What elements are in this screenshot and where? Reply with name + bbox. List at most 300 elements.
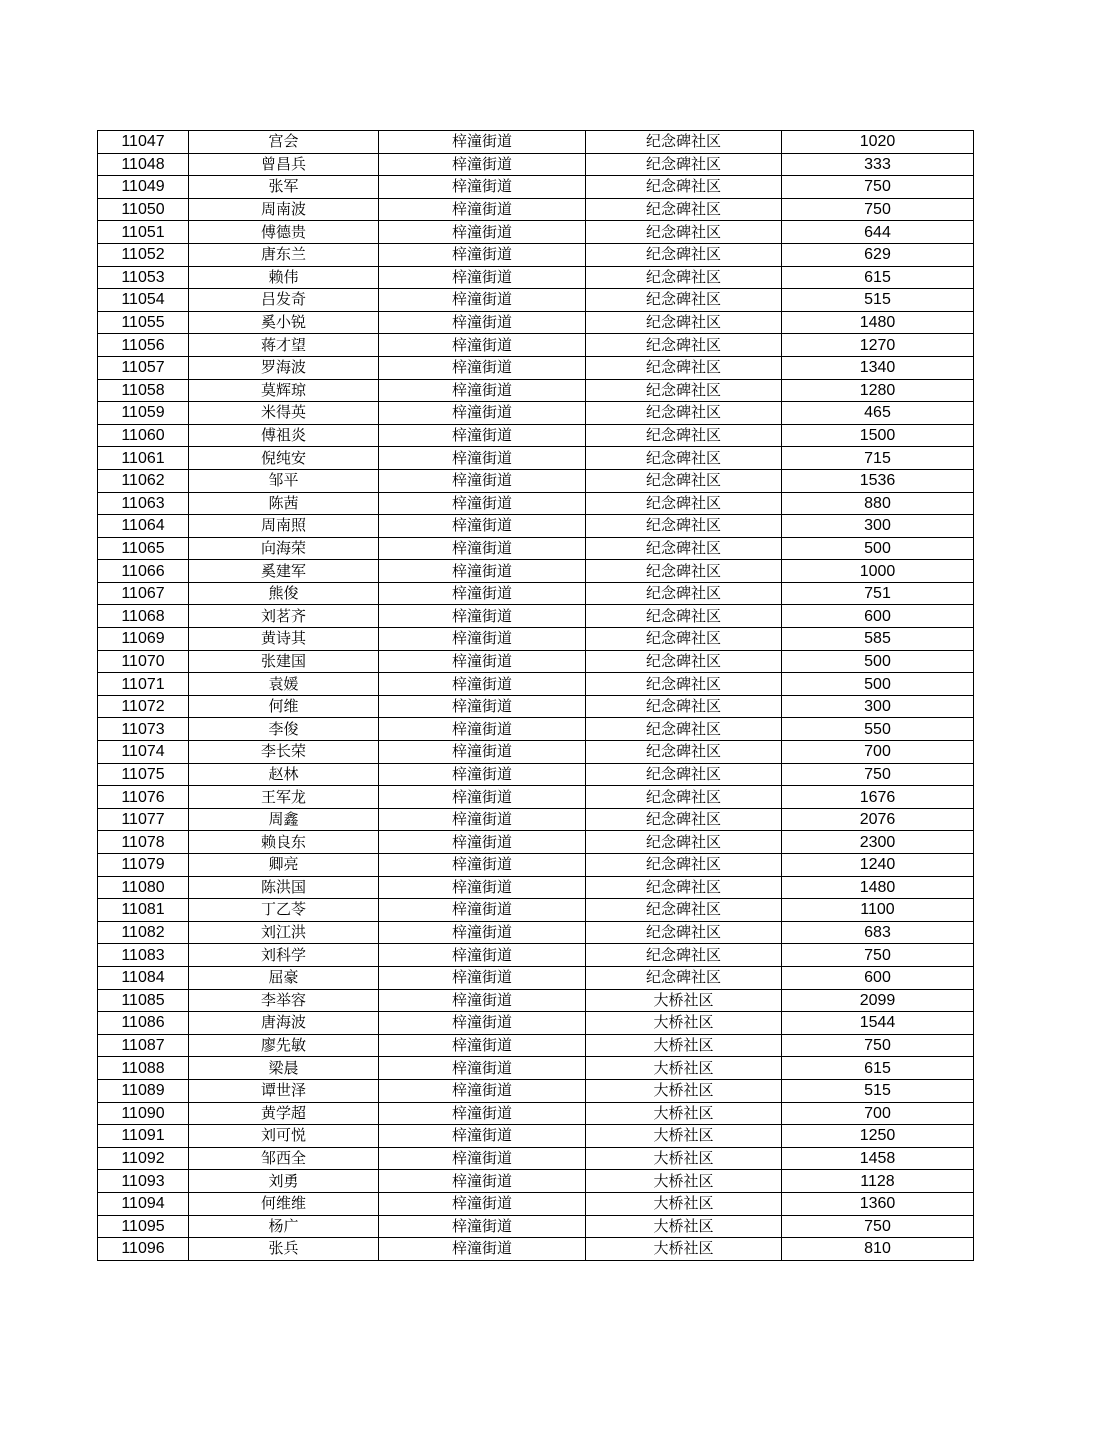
record-id-cell: 11077 <box>98 808 189 831</box>
name-cell: 黄学超 <box>189 1102 379 1125</box>
street-cell: 梓潼街道 <box>379 989 586 1012</box>
community-cell: 纪念碑社区 <box>586 786 782 809</box>
community-cell: 纪念碑社区 <box>586 718 782 741</box>
community-cell: 大桥社区 <box>586 1147 782 1170</box>
amount-cell: 1480 <box>782 876 974 899</box>
amount-cell: 1000 <box>782 560 974 583</box>
table-row <box>98 921 974 944</box>
name-cell: 袁媛 <box>189 673 379 696</box>
table-row <box>98 1012 974 1035</box>
community-cell: 纪念碑社区 <box>586 379 782 402</box>
table-row <box>98 650 974 673</box>
data-table <box>97 130 974 1261</box>
record-id-cell: 11084 <box>98 966 189 989</box>
table-row <box>98 899 974 922</box>
community-cell: 纪念碑社区 <box>586 605 782 628</box>
street-cell: 梓潼街道 <box>379 131 586 154</box>
name-cell: 周鑫 <box>189 808 379 831</box>
community-cell: 纪念碑社区 <box>586 808 782 831</box>
amount-cell: 1340 <box>782 356 974 379</box>
amount-cell: 615 <box>782 266 974 289</box>
table-row <box>98 1034 974 1057</box>
record-id-cell: 11050 <box>98 198 189 221</box>
name-cell: 刘江洪 <box>189 921 379 944</box>
community-cell: 纪念碑社区 <box>586 673 782 696</box>
record-id-cell: 11089 <box>98 1079 189 1102</box>
community-cell: 纪念碑社区 <box>586 334 782 357</box>
name-cell: 唐东兰 <box>189 243 379 266</box>
name-cell: 米得英 <box>189 402 379 425</box>
community-cell: 纪念碑社区 <box>586 741 782 764</box>
name-cell: 周南波 <box>189 198 379 221</box>
table-row <box>98 356 974 379</box>
record-id-cell: 11048 <box>98 153 189 176</box>
name-cell: 刘茗齐 <box>189 605 379 628</box>
street-cell: 梓潼街道 <box>379 1057 586 1080</box>
amount-cell: 300 <box>782 515 974 538</box>
record-id-cell: 11072 <box>98 695 189 718</box>
street-cell: 梓潼街道 <box>379 1034 586 1057</box>
street-cell: 梓潼街道 <box>379 266 586 289</box>
street-cell: 梓潼街道 <box>379 1215 586 1238</box>
street-cell: 梓潼街道 <box>379 469 586 492</box>
table-row <box>98 402 974 425</box>
record-id-cell: 11069 <box>98 628 189 651</box>
name-cell: 黄诗其 <box>189 628 379 651</box>
community-cell: 纪念碑社区 <box>586 560 782 583</box>
street-cell: 梓潼街道 <box>379 198 586 221</box>
community-cell: 纪念碑社区 <box>586 153 782 176</box>
community-cell: 纪念碑社区 <box>586 582 782 605</box>
record-id-cell: 11054 <box>98 289 189 312</box>
name-cell: 陈洪国 <box>189 876 379 899</box>
table-row <box>98 944 974 967</box>
amount-cell: 1100 <box>782 899 974 922</box>
amount-cell: 1020 <box>782 131 974 154</box>
record-id-cell: 11049 <box>98 176 189 199</box>
amount-cell: 2300 <box>782 831 974 854</box>
amount-cell: 300 <box>782 695 974 718</box>
name-cell: 张兵 <box>189 1238 379 1261</box>
amount-cell: 683 <box>782 921 974 944</box>
amount-cell: 500 <box>782 537 974 560</box>
amount-cell: 750 <box>782 198 974 221</box>
record-id-cell: 11047 <box>98 131 189 154</box>
record-id-cell: 11060 <box>98 424 189 447</box>
name-cell: 谭世泽 <box>189 1079 379 1102</box>
name-cell: 倪纯安 <box>189 447 379 470</box>
community-cell: 纪念碑社区 <box>586 650 782 673</box>
table-row <box>98 1125 974 1148</box>
street-cell: 梓潼街道 <box>379 650 586 673</box>
table-row <box>98 266 974 289</box>
amount-cell: 750 <box>782 1215 974 1238</box>
street-cell: 梓潼街道 <box>379 673 586 696</box>
record-id-cell: 11073 <box>98 718 189 741</box>
street-cell: 梓潼街道 <box>379 628 586 651</box>
amount-cell: 750 <box>782 944 974 967</box>
record-id-cell: 11075 <box>98 763 189 786</box>
amount-cell: 1480 <box>782 311 974 334</box>
community-cell: 纪念碑社区 <box>586 831 782 854</box>
table-row <box>98 334 974 357</box>
name-cell: 刘可悦 <box>189 1125 379 1148</box>
street-cell: 梓潼街道 <box>379 786 586 809</box>
name-cell: 宫会 <box>189 131 379 154</box>
record-id-cell: 11096 <box>98 1238 189 1261</box>
record-id-cell: 11056 <box>98 334 189 357</box>
name-cell: 何维维 <box>189 1192 379 1215</box>
street-cell: 梓潼街道 <box>379 379 586 402</box>
name-cell: 傅德贵 <box>189 221 379 244</box>
community-cell: 纪念碑社区 <box>586 876 782 899</box>
table-row <box>98 831 974 854</box>
street-cell: 梓潼街道 <box>379 966 586 989</box>
table-row <box>98 176 974 199</box>
record-id-cell: 11065 <box>98 537 189 560</box>
community-cell: 纪念碑社区 <box>586 402 782 425</box>
name-cell: 赖良东 <box>189 831 379 854</box>
record-id-cell: 11052 <box>98 243 189 266</box>
street-cell: 梓潼街道 <box>379 1079 586 1102</box>
community-cell: 纪念碑社区 <box>586 243 782 266</box>
amount-cell: 1128 <box>782 1170 974 1193</box>
community-cell: 纪念碑社区 <box>586 966 782 989</box>
amount-cell: 1676 <box>782 786 974 809</box>
street-cell: 梓潼街道 <box>379 695 586 718</box>
table-row <box>98 379 974 402</box>
amount-cell: 700 <box>782 741 974 764</box>
amount-cell: 465 <box>782 402 974 425</box>
community-cell: 大桥社区 <box>586 989 782 1012</box>
street-cell: 梓潼街道 <box>379 899 586 922</box>
table-row <box>98 424 974 447</box>
community-cell: 纪念碑社区 <box>586 515 782 538</box>
amount-cell: 751 <box>782 582 974 605</box>
amount-cell: 2099 <box>782 989 974 1012</box>
record-id-cell: 11068 <box>98 605 189 628</box>
street-cell: 梓潼街道 <box>379 854 586 877</box>
record-id-cell: 11066 <box>98 560 189 583</box>
community-cell: 大桥社区 <box>586 1102 782 1125</box>
street-cell: 梓潼街道 <box>379 447 586 470</box>
name-cell: 莫辉琼 <box>189 379 379 402</box>
street-cell: 梓潼街道 <box>379 243 586 266</box>
amount-cell: 515 <box>782 1079 974 1102</box>
name-cell: 李举容 <box>189 989 379 1012</box>
record-id-cell: 11081 <box>98 899 189 922</box>
community-cell: 大桥社区 <box>586 1192 782 1215</box>
street-cell: 梓潼街道 <box>379 763 586 786</box>
amount-cell: 810 <box>782 1238 974 1261</box>
community-cell: 纪念碑社区 <box>586 921 782 944</box>
street-cell: 梓潼街道 <box>379 334 586 357</box>
name-cell: 王军龙 <box>189 786 379 809</box>
community-cell: 纪念碑社区 <box>586 447 782 470</box>
table-row <box>98 786 974 809</box>
amount-cell: 629 <box>782 243 974 266</box>
table-row <box>98 741 974 764</box>
street-cell: 梓潼街道 <box>379 515 586 538</box>
community-cell: 纪念碑社区 <box>586 266 782 289</box>
street-cell: 梓潼街道 <box>379 492 586 515</box>
street-cell: 梓潼街道 <box>379 311 586 334</box>
name-cell: 刘科学 <box>189 944 379 967</box>
name-cell: 向海荣 <box>189 537 379 560</box>
community-cell: 纪念碑社区 <box>586 537 782 560</box>
street-cell: 梓潼街道 <box>379 537 586 560</box>
amount-cell: 500 <box>782 650 974 673</box>
community-cell: 纪念碑社区 <box>586 899 782 922</box>
record-id-cell: 11093 <box>98 1170 189 1193</box>
amount-cell: 500 <box>782 673 974 696</box>
community-cell: 纪念碑社区 <box>586 176 782 199</box>
amount-cell: 550 <box>782 718 974 741</box>
record-id-cell: 11067 <box>98 582 189 605</box>
record-id-cell: 11064 <box>98 515 189 538</box>
record-id-cell: 11086 <box>98 1012 189 1035</box>
name-cell: 邹西全 <box>189 1147 379 1170</box>
community-cell: 大桥社区 <box>586 1125 782 1148</box>
name-cell: 梁晨 <box>189 1057 379 1080</box>
table-row <box>98 515 974 538</box>
street-cell: 梓潼街道 <box>379 560 586 583</box>
table-row <box>98 537 974 560</box>
amount-cell: 1544 <box>782 1012 974 1035</box>
community-cell: 大桥社区 <box>586 1034 782 1057</box>
table-row <box>98 605 974 628</box>
community-cell: 纪念碑社区 <box>586 356 782 379</box>
table-row <box>98 492 974 515</box>
street-cell: 梓潼街道 <box>379 176 586 199</box>
table-row <box>98 808 974 831</box>
name-cell: 邹平 <box>189 469 379 492</box>
street-cell: 梓潼街道 <box>379 424 586 447</box>
amount-cell: 333 <box>782 153 974 176</box>
table-row <box>98 1170 974 1193</box>
table-row <box>98 1057 974 1080</box>
street-cell: 梓潼街道 <box>379 944 586 967</box>
record-id-cell: 11070 <box>98 650 189 673</box>
table-row <box>98 628 974 651</box>
record-id-cell: 11051 <box>98 221 189 244</box>
table-row <box>98 876 974 899</box>
table-row <box>98 289 974 312</box>
record-id-cell: 11079 <box>98 854 189 877</box>
record-id-cell: 11088 <box>98 1057 189 1080</box>
community-cell: 纪念碑社区 <box>586 198 782 221</box>
name-cell: 周南照 <box>189 515 379 538</box>
street-cell: 梓潼街道 <box>379 153 586 176</box>
street-cell: 梓潼街道 <box>379 1125 586 1148</box>
community-cell: 纪念碑社区 <box>586 944 782 967</box>
table-row <box>98 1192 974 1215</box>
amount-cell: 1280 <box>782 379 974 402</box>
record-id-cell: 11063 <box>98 492 189 515</box>
table-row <box>98 311 974 334</box>
amount-cell: 600 <box>782 966 974 989</box>
amount-cell: 1250 <box>782 1125 974 1148</box>
community-cell: 纪念碑社区 <box>586 311 782 334</box>
community-cell: 大桥社区 <box>586 1215 782 1238</box>
record-id-cell: 11053 <box>98 266 189 289</box>
street-cell: 梓潼街道 <box>379 1192 586 1215</box>
community-cell: 大桥社区 <box>586 1057 782 1080</box>
street-cell: 梓潼街道 <box>379 221 586 244</box>
name-cell: 丁乙苓 <box>189 899 379 922</box>
record-id-cell: 11082 <box>98 921 189 944</box>
name-cell: 杨广 <box>189 1215 379 1238</box>
table-row <box>98 560 974 583</box>
table-body <box>98 131 974 1261</box>
amount-cell: 1240 <box>782 854 974 877</box>
table-row <box>98 1215 974 1238</box>
street-cell: 梓潼街道 <box>379 582 586 605</box>
name-cell: 罗海波 <box>189 356 379 379</box>
street-cell: 梓潼街道 <box>379 741 586 764</box>
amount-cell: 715 <box>782 447 974 470</box>
amount-cell: 600 <box>782 605 974 628</box>
community-cell: 纪念碑社区 <box>586 628 782 651</box>
street-cell: 梓潼街道 <box>379 1012 586 1035</box>
community-cell: 纪念碑社区 <box>586 469 782 492</box>
street-cell: 梓潼街道 <box>379 718 586 741</box>
street-cell: 梓潼街道 <box>379 1102 586 1125</box>
table-row <box>98 198 974 221</box>
community-cell: 纪念碑社区 <box>586 289 782 312</box>
street-cell: 梓潼街道 <box>379 356 586 379</box>
table-row <box>98 966 974 989</box>
name-cell: 卿亮 <box>189 854 379 877</box>
name-cell: 屈豪 <box>189 966 379 989</box>
street-cell: 梓潼街道 <box>379 808 586 831</box>
record-id-cell: 11061 <box>98 447 189 470</box>
name-cell: 奚建军 <box>189 560 379 583</box>
table-row <box>98 718 974 741</box>
name-cell: 廖先敏 <box>189 1034 379 1057</box>
amount-cell: 1458 <box>782 1147 974 1170</box>
record-id-cell: 11059 <box>98 402 189 425</box>
amount-cell: 1270 <box>782 334 974 357</box>
community-cell: 大桥社区 <box>586 1238 782 1261</box>
community-cell: 纪念碑社区 <box>586 695 782 718</box>
amount-cell: 644 <box>782 221 974 244</box>
table-row <box>98 1238 974 1261</box>
name-cell: 傅祖炎 <box>189 424 379 447</box>
community-cell: 大桥社区 <box>586 1170 782 1193</box>
record-id-cell: 11083 <box>98 944 189 967</box>
table-row <box>98 854 974 877</box>
name-cell: 唐海波 <box>189 1012 379 1035</box>
table-row <box>98 1079 974 1102</box>
record-id-cell: 11062 <box>98 469 189 492</box>
amount-cell: 585 <box>782 628 974 651</box>
amount-cell: 1360 <box>782 1192 974 1215</box>
street-cell: 梓潼街道 <box>379 876 586 899</box>
name-cell: 李长荣 <box>189 741 379 764</box>
name-cell: 吕发奇 <box>189 289 379 312</box>
name-cell: 赵林 <box>189 763 379 786</box>
amount-cell: 1500 <box>782 424 974 447</box>
street-cell: 梓潼街道 <box>379 289 586 312</box>
table-row <box>98 221 974 244</box>
record-id-cell: 11057 <box>98 356 189 379</box>
table-row <box>98 763 974 786</box>
amount-cell: 1536 <box>782 469 974 492</box>
table-row <box>98 447 974 470</box>
community-cell: 纪念碑社区 <box>586 854 782 877</box>
name-cell: 刘勇 <box>189 1170 379 1193</box>
table-row <box>98 1147 974 1170</box>
table-row <box>98 469 974 492</box>
street-cell: 梓潼街道 <box>379 1170 586 1193</box>
record-id-cell: 11074 <box>98 741 189 764</box>
record-id-cell: 11095 <box>98 1215 189 1238</box>
record-id-cell: 11076 <box>98 786 189 809</box>
record-id-cell: 11090 <box>98 1102 189 1125</box>
amount-cell: 615 <box>782 1057 974 1080</box>
table-row <box>98 673 974 696</box>
amount-cell: 750 <box>782 763 974 786</box>
record-id-cell: 11058 <box>98 379 189 402</box>
table-row <box>98 153 974 176</box>
table-row <box>98 1102 974 1125</box>
record-id-cell: 11078 <box>98 831 189 854</box>
record-id-cell: 11085 <box>98 989 189 1012</box>
amount-cell: 750 <box>782 1034 974 1057</box>
community-cell: 纪念碑社区 <box>586 131 782 154</box>
street-cell: 梓潼街道 <box>379 402 586 425</box>
record-id-cell: 11080 <box>98 876 189 899</box>
name-cell: 熊俊 <box>189 582 379 605</box>
record-id-cell: 11094 <box>98 1192 189 1215</box>
name-cell: 曾昌兵 <box>189 153 379 176</box>
name-cell: 蒋才望 <box>189 334 379 357</box>
amount-cell: 515 <box>782 289 974 312</box>
amount-cell: 700 <box>782 1102 974 1125</box>
table-row <box>98 989 974 1012</box>
document-sheet <box>97 130 974 1261</box>
table-row <box>98 131 974 154</box>
name-cell: 陈茜 <box>189 492 379 515</box>
amount-cell: 880 <box>782 492 974 515</box>
name-cell: 何维 <box>189 695 379 718</box>
community-cell: 纪念碑社区 <box>586 424 782 447</box>
street-cell: 梓潼街道 <box>379 1238 586 1261</box>
record-id-cell: 11091 <box>98 1125 189 1148</box>
amount-cell: 750 <box>782 176 974 199</box>
street-cell: 梓潼街道 <box>379 605 586 628</box>
name-cell: 张军 <box>189 176 379 199</box>
record-id-cell: 11071 <box>98 673 189 696</box>
community-cell: 纪念碑社区 <box>586 492 782 515</box>
table-row <box>98 695 974 718</box>
street-cell: 梓潼街道 <box>379 1147 586 1170</box>
community-cell: 纪念碑社区 <box>586 763 782 786</box>
record-id-cell: 11092 <box>98 1147 189 1170</box>
community-cell: 大桥社区 <box>586 1012 782 1035</box>
name-cell: 赖伟 <box>189 266 379 289</box>
table-row <box>98 582 974 605</box>
street-cell: 梓潼街道 <box>379 831 586 854</box>
street-cell: 梓潼街道 <box>379 921 586 944</box>
name-cell: 奚小锐 <box>189 311 379 334</box>
community-cell: 大桥社区 <box>586 1079 782 1102</box>
amount-cell: 2076 <box>782 808 974 831</box>
name-cell: 李俊 <box>189 718 379 741</box>
record-id-cell: 11055 <box>98 311 189 334</box>
community-cell: 纪念碑社区 <box>586 221 782 244</box>
